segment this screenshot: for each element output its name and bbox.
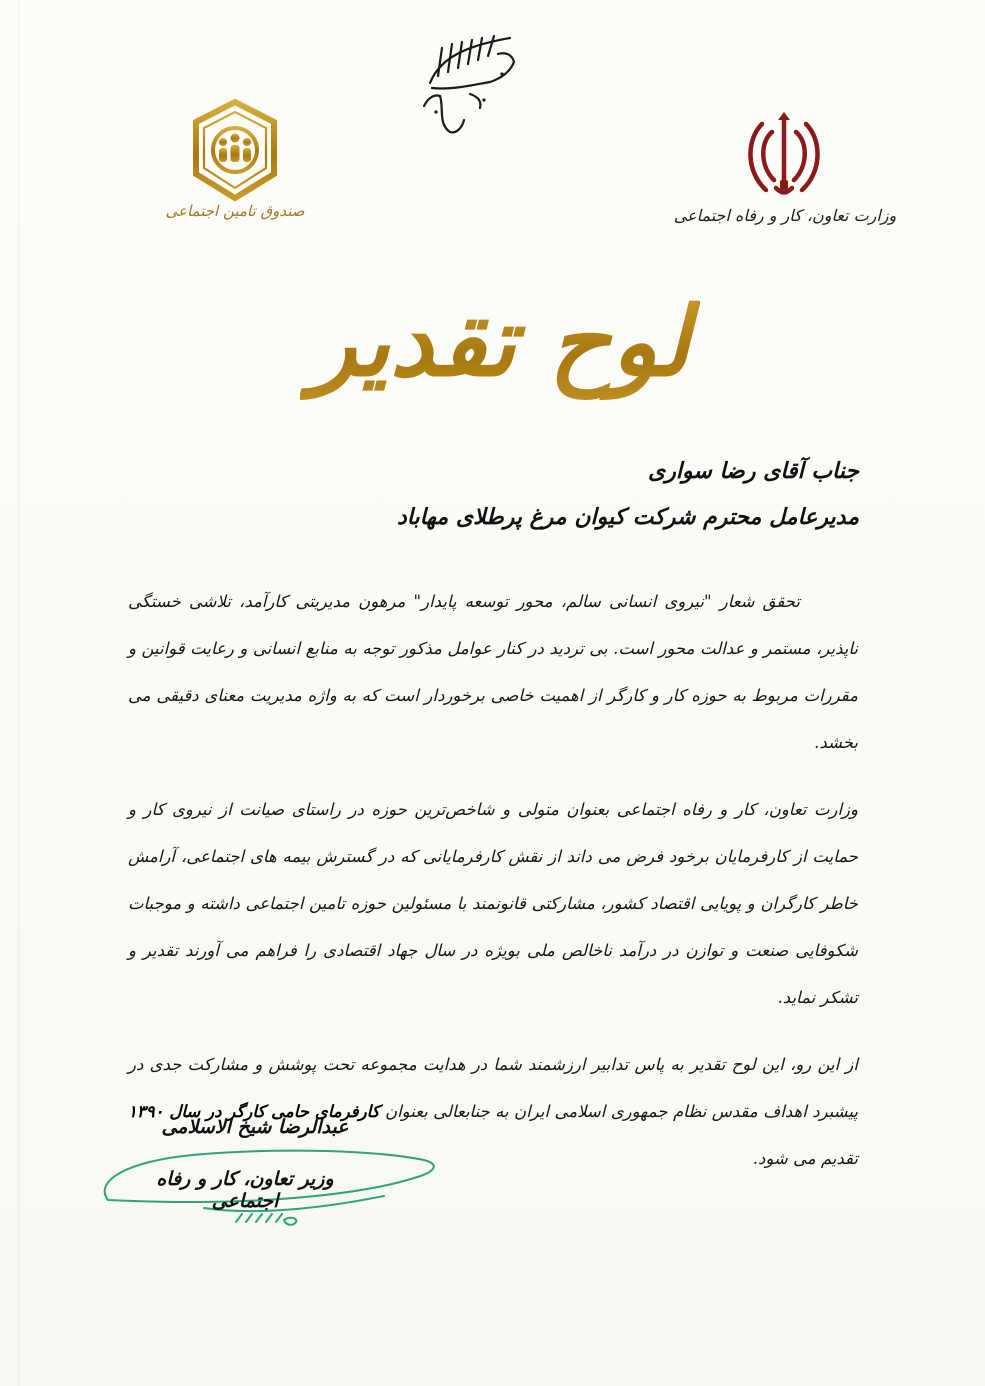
body-paragraph-1: تحقق شعار "نیروی انسانی سالم، محور توسعه پایدار" مرهون مدیریتی کارآمد، تلاشی خستگی ناپذیر، مستمر و عدالت محور است. بی تردید در کنار عوامل مذکور توجه به منابع انسانی و رعایت قوانین و مقررات مربوط به حوزه کار و کارگر از اهمیت خاصی برخوردار است که به واژه مدیریت معنای دقیقی می بخشد. <box>128 592 858 752</box>
social-security-logo-icon <box>188 98 282 204</box>
award-title: کارفرمای حامی کارگر در سال ۱۳۹۰ <box>128 1102 380 1121</box>
certificate-body <box>128 578 858 1202</box>
iran-emblem-icon <box>742 110 826 198</box>
bismillah-calligraphy-icon <box>410 28 530 138</box>
social-security-caption: صندوق تامین اجتماعی <box>165 202 305 220</box>
body-paragraph-3-ending: تقدیم می شود. <box>752 1149 858 1168</box>
ministry-caption: وزارت تعاون، کار و رفاه اجتماعی <box>673 206 897 225</box>
signatory-name: عبدالرضا شیخ الاسلامی <box>161 1116 349 1138</box>
body-paragraph-3-text: از این رو، این لوح تقدیر به پاس تدابیر ارزشمند شما در هدایت مجموعه تحت پوشش و مشارکت جدی در پیشبرد اهداف مقدس نظام جمهوری اسلامی ایران به جنابعالی بعنوان <box>128 1055 858 1121</box>
body-paragraph-2: وزارت تعاون، کار و رفاه اجتماعی بعنوان متولی و شاخص‌ترین حوزه در راستای صیانت از نیروی کار و حمایت از کارفرمایان برخود فرض می داند از نقش کارفرمایانی که در گسترش بیمه های اجتماعی، آرامش خاطر کارگران و پویایی اقتصاد کشور، مشارکتی قانونمند با مسئولین حوزه تامین اجتماعی داشته و موجبات شکوفایی صنعت و توازن در درآمد ناخالص ملی بویژه در سال جهاد اقتصادی را فراهم می آورند تقدیر و تشکر نماید. <box>128 800 858 1007</box>
addressee-name: جناب آقای رضا سواری <box>648 458 859 484</box>
signatory-title: وزیر تعاون، کار و رفاه اجتماعی <box>156 1168 334 1212</box>
certificate-title: لوح تقدیر <box>300 262 700 432</box>
addressee-block <box>299 448 859 540</box>
addressee-position: مدیرعامل محترم شرکت کیوان مرغ پرطلای مهاباد <box>396 504 859 530</box>
